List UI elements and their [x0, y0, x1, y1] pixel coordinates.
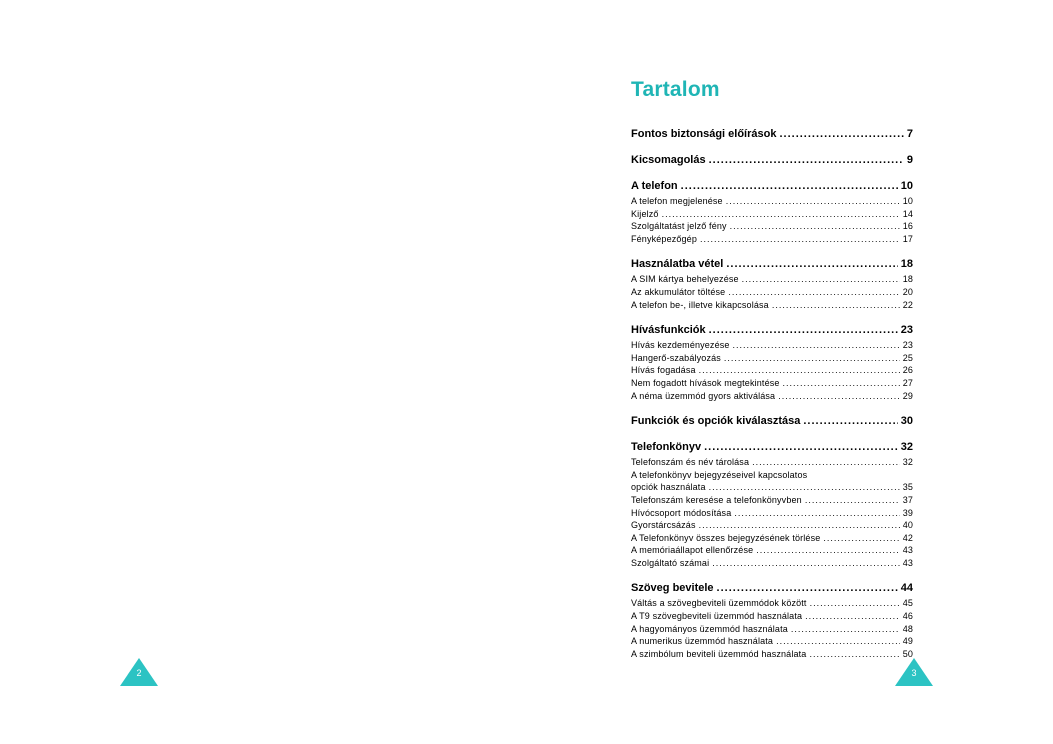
entry-page: 29: [902, 390, 913, 401]
chapter-title: Telefonkönyv: [631, 441, 702, 454]
dot-leader: [756, 544, 899, 557]
dot-leader: [778, 390, 899, 403]
toc-chapter-entry[interactable]: [631, 415, 913, 428]
entry-title: Nem fogadott hívások megtekintése: [631, 377, 780, 388]
entry-page: 49: [902, 636, 913, 647]
entry-page: 50: [902, 648, 913, 659]
toc-section: [631, 128, 913, 141]
chapter-page: 23: [900, 324, 913, 337]
dot-leader: [803, 415, 897, 428]
table-of-contents: [631, 78, 913, 673]
toc-entry[interactable]: [631, 286, 913, 299]
chapter-title: Hívásfunkciók: [631, 324, 706, 337]
entry-page: 25: [902, 352, 913, 363]
entry-page: 45: [902, 598, 913, 609]
dot-leader: [662, 208, 900, 221]
chapter-title: Használatba vétel: [631, 258, 724, 271]
dot-leader: [742, 273, 900, 286]
toc-entry[interactable]: [631, 532, 913, 545]
entry-title: A néma üzemmód gyors aktiválása: [631, 390, 776, 401]
toc-entry[interactable]: [631, 352, 913, 365]
entry-title: Szolgáltató számai: [631, 557, 710, 568]
entry-page: 22: [902, 299, 913, 310]
chapter-page: 10: [900, 180, 913, 192]
toc-entry[interactable]: [631, 299, 913, 312]
entry-page: 18: [902, 274, 913, 285]
toc-section: [631, 415, 913, 428]
entry-page: 32: [902, 457, 913, 468]
dot-leader: [805, 610, 900, 623]
dot-leader: [704, 441, 898, 454]
toc-entry[interactable]: [631, 610, 913, 623]
chapter-page: 18: [900, 258, 913, 271]
toc-section: [631, 582, 913, 660]
toc-section: [631, 441, 913, 569]
toc-entry[interactable]: [631, 364, 913, 377]
chapter-title: Funkciók és opciók kiválasztása: [631, 415, 801, 428]
entry-title: Fényképezőgép: [631, 233, 697, 244]
entry-page: 46: [902, 611, 913, 622]
dot-leader: [805, 494, 900, 507]
entry-title: Kijelző: [631, 208, 659, 219]
toc-sections: [631, 128, 913, 660]
dot-leader: [772, 299, 900, 312]
dot-leader: [779, 128, 903, 141]
dot-leader: [700, 233, 900, 246]
dot-leader: [717, 582, 898, 595]
entry-title: opciók használata: [631, 482, 706, 493]
toc-chapter-entry[interactable]: [631, 128, 913, 141]
toc-entry-line: A telefonkönyv bejegyzéseivel kapcsolatos: [631, 469, 808, 480]
toc-entry[interactable]: [631, 597, 913, 610]
dot-leader: [709, 154, 904, 167]
entry-page: 20: [902, 286, 913, 297]
dot-leader: [810, 597, 900, 610]
dot-leader: [709, 324, 898, 337]
dot-leader: [733, 339, 900, 352]
chapter-page: 32: [900, 441, 913, 454]
entry-title: A SIM kártya behelyezése: [631, 274, 739, 285]
entry-page: 26: [902, 365, 913, 376]
page-number-badge-left: [120, 658, 158, 686]
entry-page: 43: [902, 545, 913, 556]
dot-leader: [726, 195, 900, 208]
dot-leader: [783, 377, 900, 390]
entry-page: 27: [902, 377, 913, 388]
chapter-title: Szöveg bevitele: [631, 582, 714, 595]
toc-entry[interactable]: [631, 208, 913, 221]
toc-entry[interactable]: [631, 481, 913, 494]
toc-entry[interactable]: [631, 544, 913, 557]
entry-title: Az akkumulátor töltése: [631, 286, 726, 297]
dot-leader: [791, 623, 900, 636]
toc-entry[interactable]: [631, 635, 913, 648]
toc-entry[interactable]: [631, 519, 913, 532]
entry-page: 40: [902, 520, 913, 531]
entry-title: Telefonszám és név tárolása: [631, 457, 750, 468]
entry-title: A szimbólum beviteli üzemmód használata: [631, 648, 807, 659]
dot-leader: [734, 507, 899, 520]
toc-chapter-entry[interactable]: [631, 582, 913, 595]
toc-entry[interactable]: [631, 220, 913, 233]
chapter-title: Fontos biztonsági előírások: [631, 128, 777, 140]
dot-leader: [709, 481, 900, 494]
toc-entry[interactable]: [631, 377, 913, 390]
chapter-page: 30: [900, 415, 913, 428]
entry-page: 16: [902, 221, 913, 232]
toc-entry[interactable]: [631, 273, 913, 286]
chapter-page: 44: [900, 582, 913, 595]
dot-leader: [752, 456, 900, 469]
toc-entry[interactable]: [631, 557, 913, 570]
entry-page: 43: [902, 557, 913, 568]
entry-title: Szolgáltatást jelző fény: [631, 221, 727, 232]
dot-leader: [776, 635, 900, 648]
dot-leader: [728, 286, 899, 299]
entry-page: 48: [902, 623, 913, 634]
entry-title: A T9 szövegbeviteli üzemmód használata: [631, 611, 803, 622]
page-number-right: 3: [911, 668, 917, 678]
toc-entry[interactable]: [631, 339, 913, 352]
toc-entry[interactable]: [631, 233, 913, 246]
toc-chapter-entry[interactable]: [631, 258, 913, 271]
entry-page: 39: [902, 507, 913, 518]
dot-leader: [712, 557, 899, 570]
entry-title: Telefonszám keresése a telefonkönyvben: [631, 494, 802, 505]
toc-entry[interactable]: [631, 623, 913, 636]
page-number-left: 2: [136, 668, 142, 678]
entry-page: 17: [902, 233, 913, 244]
dot-leader: [726, 258, 897, 271]
entry-title: Hangerő-szabályozás: [631, 352, 721, 363]
entry-page: 10: [902, 196, 913, 206]
entry-title: Hívás fogadása: [631, 365, 696, 376]
dot-leader: [730, 220, 900, 233]
entry-title: A telefon megjelenése: [631, 196, 723, 206]
toc-entry[interactable]: [631, 648, 913, 661]
toc-entry[interactable]: [631, 456, 913, 469]
toc-entry[interactable]: [631, 195, 913, 208]
dot-leader: [699, 519, 900, 532]
chapter-title: Kicsomagolás: [631, 154, 706, 166]
toc-chapter-entry[interactable]: [631, 324, 913, 337]
entry-page: 37: [902, 494, 913, 505]
entry-page: 35: [902, 482, 913, 493]
toc-entry[interactable]: [631, 494, 913, 507]
dot-leader: [724, 352, 900, 365]
toc-entry[interactable]: [631, 390, 913, 403]
entry-title: Gyorstárcsázás: [631, 520, 696, 531]
dot-leader: [681, 180, 898, 193]
toc-section: [631, 154, 913, 167]
toc-section: [631, 324, 913, 402]
entry-title: Hívócsoport módosítása: [631, 507, 732, 518]
entry-title: A numerikus üzemmód használata: [631, 636, 774, 647]
toc-section: [631, 180, 913, 245]
entry-page: 42: [902, 532, 913, 543]
entry-title: Hívás kezdeményezése: [631, 340, 730, 351]
dot-leader: [823, 532, 899, 545]
toc-chapter-entry[interactable]: [631, 180, 913, 193]
page-title: Tartalom: [631, 78, 720, 101]
dot-leader: [699, 364, 900, 377]
toc-section: [631, 258, 913, 311]
entry-page: 14: [902, 208, 913, 219]
entry-title: Váltás a szövegbeviteli üzemmódok között: [631, 598, 807, 609]
entry-page: 23: [902, 340, 913, 351]
entry-title: A Telefonkönyv összes bejegyzésének törlése: [631, 532, 821, 543]
toc-chapter-entry[interactable]: [631, 441, 913, 454]
chapter-page: 7: [906, 128, 913, 140]
toc-entry[interactable]: [631, 507, 913, 520]
toc-chapter-entry[interactable]: [631, 154, 913, 167]
entry-title: A telefon be-, illetve kikapcsolása: [631, 299, 769, 310]
chapter-page: 9: [906, 154, 913, 166]
chapter-title: A telefon: [631, 180, 678, 192]
entry-title: A hagyományos üzemmód használata: [631, 623, 788, 634]
entry-title: A memóriaállapot ellenőrzése: [631, 545, 754, 556]
dot-leader: [809, 648, 899, 661]
